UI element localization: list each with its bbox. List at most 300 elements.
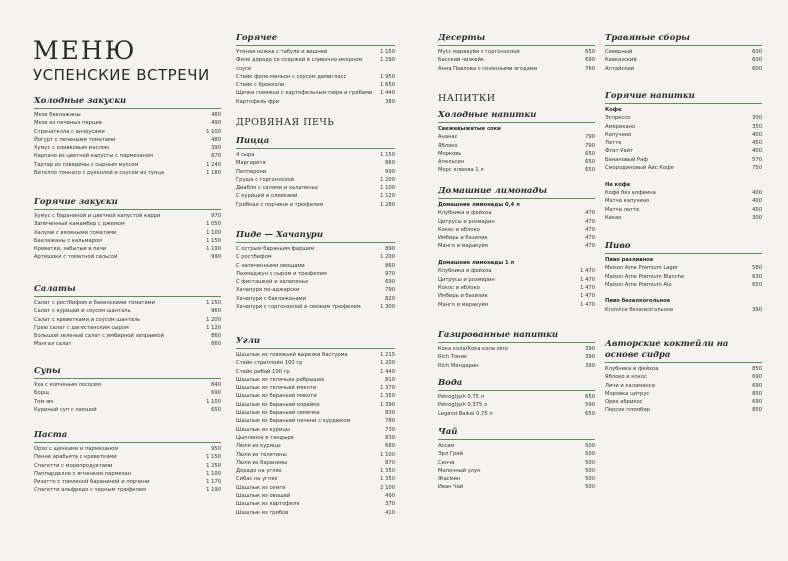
menu-item [605, 172, 762, 180]
menu-item-price: 690 [211, 390, 221, 397]
menu-item-price: 860 [211, 333, 221, 340]
menu-item [605, 65, 762, 73]
menu-item [236, 81, 395, 89]
menu-item-price: 860 [211, 341, 221, 348]
menu-item-name: Хачапури с баклажанами [236, 295, 306, 302]
menu-item-price: 1 200 [380, 254, 395, 261]
menu-item-price: 1 215 [380, 352, 395, 358]
menu-item [236, 192, 395, 200]
menu-item [438, 209, 595, 217]
menu-item-name: Американо [605, 123, 636, 130]
menu-item-price: 780 [385, 418, 395, 425]
menu-item [605, 365, 762, 373]
menu-section [438, 378, 595, 418]
menu-item-price: 1 150 [206, 454, 221, 461]
menu-item-name: Грею салат с дагестанским сыром [34, 324, 129, 331]
menu-item-price: 1 100 [206, 229, 221, 236]
menu-item-name: Йогурт с печеными томатами [34, 136, 116, 143]
menu-header [33, 38, 210, 84]
menu-item-price: 960 [211, 308, 221, 315]
menu-item-price: 850 [752, 366, 762, 372]
menu-item-name: Стейк рибай 100 гр [236, 368, 290, 375]
menu-item-price: 1 200 [206, 316, 221, 323]
menu-section [605, 91, 762, 222]
menu-item-name: Люля из телятины [236, 451, 287, 458]
subsection-title: Домашние лимонады 0,4 л [438, 202, 520, 208]
menu-item [438, 234, 595, 242]
menu-section [438, 330, 595, 370]
menu-item [236, 417, 395, 425]
menu-item-price: 1 250 [206, 462, 221, 469]
menu-item [236, 56, 395, 64]
menu-item [438, 150, 595, 158]
menu-item [236, 351, 395, 359]
menu-item-price: 690 [752, 382, 762, 389]
menu-item-name: Диабло с салями и халапеньо [236, 185, 318, 192]
menu-item-price: 650 [585, 410, 595, 417]
menu-item-name: Спагетти с морепродуктами [34, 462, 113, 469]
menu-item-price: 470 [585, 226, 595, 233]
menu-item-name: Какао [605, 214, 622, 221]
menu-item [236, 48, 395, 56]
menu-item-name: Матча латте [605, 206, 640, 213]
menu-item-name: Цыпленок в тандыре [236, 434, 294, 441]
menu-item-name: Персик пломбир [605, 407, 651, 414]
menu-item-name: Пенне арабьята с креветками [34, 454, 117, 461]
menu-item-price: 1 470 [580, 293, 595, 300]
section-title: Травяные сборы [605, 33, 762, 46]
menu-item-price: 690 [752, 374, 762, 381]
menu-item-price: 730 [385, 426, 395, 433]
menu-item-price: 850 [752, 407, 762, 414]
subsection-title: Пиво безалкогольное [605, 298, 671, 305]
menu-item-name: Maison Arne Premium Blanche [605, 273, 685, 280]
menu-item [605, 373, 762, 381]
menu-item-price: 650 [585, 167, 595, 174]
menu-item-price: 1 470 [580, 276, 595, 283]
menu-item-name: Кокос и яблоко [438, 284, 480, 291]
menu-item-name: Латте [605, 140, 622, 147]
menu-item-price: 470 [585, 243, 595, 250]
menu-item-name: Салат с курицей и соусом шанталь [34, 308, 131, 315]
menu-item [438, 158, 595, 166]
menu-item-name: Кокос и яблоко [438, 226, 480, 233]
menu-item-price: 1 200 [380, 176, 395, 183]
menu-section [236, 136, 395, 209]
menu-item-price: 650 [752, 281, 762, 288]
menu-item-name: Мангал салат [34, 341, 72, 348]
section-title: Десерты [438, 33, 595, 46]
menu-item-name: С острым бараньим фаршем [236, 246, 315, 252]
menu-item [236, 451, 395, 459]
menu-item-name: Эспрессо [605, 115, 631, 122]
menu-item-price: 590 [585, 402, 595, 409]
menu-item-price: 840 [211, 382, 221, 388]
menu-item [236, 73, 395, 81]
menu-item-name: Хачапури по-аджарски [236, 287, 300, 294]
menu-item [236, 392, 395, 400]
menu-item [438, 483, 595, 491]
menu-item-price: 870 [211, 153, 221, 160]
menu-item-price: 500 [585, 443, 595, 449]
menu-item [236, 376, 395, 384]
menu-item-price: 690 [752, 399, 762, 406]
menu-item-price: 990 [211, 254, 221, 261]
menu-item [605, 214, 762, 222]
menu-item [236, 475, 395, 483]
menu-item-price: 760 [585, 65, 595, 72]
menu-item-name: Сенча [438, 459, 455, 466]
menu-item [34, 381, 221, 389]
menu-item-name: Салат с ростбифом и бакинскими томатами [34, 300, 155, 306]
menu-item-price: 480 [211, 136, 221, 143]
menu-item [236, 201, 395, 209]
menu-item-price [758, 172, 762, 180]
menu-item-price: 500 [585, 459, 595, 466]
menu-item-price: 1 440 [380, 368, 395, 375]
menu-item [34, 161, 221, 169]
menu-item-name: Шашлык из грибов [236, 509, 289, 516]
section-title: Горячие закуски [34, 197, 221, 210]
section-title: Чай [438, 427, 595, 440]
menu-item-name [605, 172, 607, 180]
menu-item [34, 453, 221, 461]
menu-item-price: 600 [752, 65, 762, 72]
menu-item-name: Ананас [438, 134, 458, 141]
menu-item-name: Rich Мандарин [438, 362, 479, 369]
menu-item-name: Люля из баранины [236, 459, 288, 466]
menu-item-price: 1 350 [380, 393, 395, 400]
subsection-title: Не кофе [605, 181, 631, 188]
menu-item-name: Petroglyph 0,375 л [438, 402, 488, 409]
menu-item-price: 830 [385, 410, 395, 417]
menu-item [34, 478, 221, 486]
menu-item [236, 159, 395, 167]
menu-item-name: Том ям [34, 398, 53, 405]
menu-item-price: 850 [752, 390, 762, 397]
menu-item-price: 1 470 [580, 284, 595, 291]
menu-item [236, 278, 395, 286]
menu-item-name: Стейк стриплойн 100 гр [236, 360, 303, 367]
menu-item-price: 1 350 [380, 468, 395, 475]
menu-item-name: С запеченными овощами [236, 262, 305, 269]
menu-item-name: Шашлык из телячьей мякоти [236, 385, 317, 392]
menu-item [438, 56, 595, 64]
menu-item-price: 1 390 [380, 401, 395, 408]
menu-item-price: 1 300 [380, 304, 395, 311]
menu-item-price: 570 [752, 156, 762, 163]
menu-item-name: Имбирь и базилик [438, 235, 488, 242]
menu-item-name: Maison Arne Premium Ale [605, 281, 672, 288]
menu-item-price: 860 [385, 160, 395, 167]
menu-item [438, 410, 595, 418]
menu-item [236, 65, 395, 73]
menu-item-price: 400 [752, 189, 762, 196]
menu-item [34, 212, 221, 220]
menu-item-price: 1 150 [206, 237, 221, 244]
menu-item-name: Лахмаджун с сыром и трюфелем [236, 270, 327, 277]
menu-item-name: Филе дорадо со спаржей в сливочно-икорном [236, 57, 363, 64]
menu-item-name: Вителло тоннато с рукколой и соусом из тунца [34, 170, 165, 177]
menu-item-name: Клубника и фейхоа [438, 268, 492, 275]
menu-item-price: 390 [752, 306, 762, 313]
menu-item-price: 820 [385, 295, 395, 302]
menu-item-name: Яблоко и кокос [605, 374, 647, 381]
menu-item-name: Басский чизкейк [438, 57, 484, 64]
section-title: Холодные закуски [34, 96, 221, 109]
menu-section [605, 339, 762, 415]
menu-item [605, 189, 762, 197]
menu-item [438, 301, 595, 309]
menu-item-price: 970 [211, 213, 221, 219]
menu-item [438, 48, 595, 56]
menu-item [438, 450, 595, 458]
menu-item [34, 152, 221, 160]
menu-item-name: Алтайский [605, 65, 635, 72]
menu-item-price: 480 [211, 112, 221, 118]
menu-item [34, 136, 221, 144]
menu-item-name: Артишоки с томатной сальсой [34, 254, 118, 261]
section-title: Паста [34, 430, 221, 443]
menu-item-price: 390 [585, 362, 595, 369]
menu-item-name: Орзо с щечками и пармезаном [34, 446, 119, 452]
menu-item [236, 89, 395, 97]
menu-item [605, 289, 762, 297]
menu-item-name: Ассам [438, 443, 455, 449]
menu-item [236, 509, 395, 517]
menu-item [236, 98, 395, 106]
menu-item-price: 470 [585, 210, 595, 217]
menu-item [605, 273, 762, 281]
menu-item-price: 860 [385, 262, 395, 269]
menu-item [236, 426, 395, 434]
menu-item [605, 48, 762, 56]
section-title: Вода [438, 378, 595, 391]
menu-item-name: Мезе баклажаны [34, 112, 81, 118]
menu-item-price: 600 [752, 57, 762, 64]
menu-item [605, 390, 762, 398]
menu-item-name: Молочный улун [438, 467, 481, 474]
section-title: Угли [236, 336, 395, 349]
menu-item-name: Капучино [605, 131, 632, 138]
menu-item-price: 650 [585, 394, 595, 400]
section-title: Домашние лимонады [438, 186, 595, 199]
menu-item-price: 650 [585, 159, 595, 166]
menu-item-price: 1 050 [206, 221, 221, 228]
menu-item-name: Манго и маракуйя [438, 243, 488, 250]
menu-item-name: Большой зеленый салат с имбирной заправкой [34, 333, 164, 340]
menu-item-price: 750 [752, 165, 762, 172]
menu-item-name: соусе [236, 65, 252, 72]
menu-item [236, 500, 395, 508]
menu-item-name: Смородиновый Айс Кофе [605, 165, 674, 172]
menu-item-price: 1 650 [380, 82, 395, 89]
menu-item [605, 197, 762, 205]
menu-item-price: 400 [752, 148, 762, 155]
menu-item [438, 267, 595, 275]
menu-section [438, 110, 595, 175]
menu-item [438, 353, 595, 361]
subsection-title: Домашние лимонады 1 л [438, 260, 515, 267]
menu-item [438, 459, 595, 467]
menu-section [438, 427, 595, 492]
menu-item-price: 1 200 [380, 360, 395, 367]
menu-item [34, 389, 221, 397]
menu-item-price: 500 [585, 451, 595, 458]
menu-item-price: 1 370 [380, 385, 395, 392]
menu-item-name: Маргарита [236, 160, 266, 167]
menu-item [236, 184, 395, 192]
menu-item-price: 380 [385, 98, 395, 105]
menu-item-name: Северный [605, 49, 633, 55]
menu-item-name: Борщ [34, 390, 49, 397]
menu-subtitle: УСПЕНСКИЕ ВСТРЕЧИ [33, 66, 210, 84]
menu-item-price: 1 190 [206, 246, 221, 253]
menu-item-name: Картофель фри [236, 98, 280, 105]
menu-item-name: Сибас на углях [236, 476, 278, 483]
section-title: Газированные напитки [438, 330, 595, 343]
menu-item-name: Банановый Раф [605, 156, 648, 163]
menu-item-price: 500 [585, 484, 595, 491]
menu-item-name: Карпачо из цветной капусты с пармезаном [34, 153, 154, 160]
menu-item [605, 114, 762, 122]
menu-item-price: 810 [385, 376, 395, 383]
menu-item-name: Хумус с оливковым маслом [34, 145, 109, 152]
menu-item [438, 401, 595, 409]
menu-item-price: 1 120 [380, 193, 395, 200]
menu-section [34, 430, 221, 495]
section-title: Горячее [236, 33, 395, 46]
menu-item [438, 226, 595, 234]
menu-item [236, 253, 395, 261]
menu-section [236, 33, 395, 106]
section-title: Пицца [236, 136, 395, 149]
menu-item-price: 1 290 [380, 57, 395, 64]
menu-item [605, 406, 762, 414]
menu-item [605, 382, 762, 390]
menu-item-price: 650 [585, 150, 595, 157]
menu-item [236, 303, 395, 311]
menu-item-name [438, 251, 440, 259]
menu-item-price: 1 100 [206, 398, 221, 405]
menu-item [236, 467, 395, 475]
menu-section [438, 93, 595, 107]
section-title: Горячие напитки [605, 91, 762, 104]
menu-item [236, 295, 395, 303]
menu-item [438, 442, 595, 450]
menu-section [34, 197, 221, 262]
menu-item-price: 2 100 [380, 484, 395, 491]
menu-section [34, 366, 221, 414]
menu-item [34, 486, 221, 494]
menu-item [236, 434, 395, 442]
menu-section [605, 241, 762, 314]
menu-item [236, 442, 395, 450]
menu-section [236, 336, 395, 517]
menu-item-price: 1 240 [206, 161, 221, 168]
menu-item [236, 168, 395, 176]
menu-item [236, 384, 395, 392]
menu-item [438, 345, 595, 353]
menu-item-name: 4 сыра [236, 152, 255, 158]
menu-item [34, 220, 221, 228]
menu-item-name: Maison Arne Premium Lager [605, 265, 679, 272]
menu-item-price: 1 470 [580, 301, 595, 308]
menu-item-name: Клубника и фейхоа [438, 210, 492, 217]
menu-item [34, 470, 221, 478]
menu-item-price: 1 280 [380, 201, 395, 208]
menu-item-name: Уха с копченым лососем [34, 382, 102, 388]
menu-item [34, 253, 221, 261]
menu-item-name: Legend Baikal 0,75 л [438, 410, 493, 417]
menu-item [605, 56, 762, 64]
menu-item-price: 630 [752, 273, 762, 280]
menu-item-name: Анна Павлова с сезонными ягодами [438, 65, 538, 72]
menu-item-name: Баклажаны с кальмаром [34, 237, 103, 244]
menu-item-price: 490 [211, 120, 221, 127]
category-title: НАПИТКИ [438, 93, 496, 104]
menu-section [34, 284, 221, 349]
menu-item [438, 251, 595, 259]
menu-item [34, 111, 221, 119]
menu-item-price: 970 [385, 270, 395, 277]
menu-item-name: Шашлык из картофеля [236, 501, 300, 508]
menu-item-price: 790 [385, 287, 395, 294]
menu-item [34, 324, 221, 332]
menu-item-name: Запеченный камамбер с джемом [34, 221, 125, 228]
menu-item-price: 500 [585, 467, 595, 474]
menu-item-name: Страчателла с анчоусами [34, 128, 105, 135]
menu-section [438, 186, 595, 309]
menu-item-name: Цитрусы и розмарин [438, 276, 495, 283]
menu-item-name: С ростбифом [236, 254, 272, 261]
menu-item [236, 492, 395, 500]
menu-item-name: Шашлык из говяжьей вырезки бастурма [236, 352, 348, 358]
menu-item-price: 450 [752, 140, 762, 147]
menu-item-name: Груша с горгонзолой [236, 176, 294, 183]
section-title: Авторские коктейли на основе сидра [605, 339, 762, 363]
menu-item [438, 166, 595, 174]
menu-item-name: Кока кола/Кока кола zero [438, 346, 508, 352]
menu-item-price: 790 [585, 142, 595, 149]
menu-item-name: Клубника и фейхоа [605, 366, 659, 372]
section-title: Пиде — Хачапури [236, 230, 395, 243]
menu-item [236, 176, 395, 184]
menu-item-name: Спагетти альфредо с черным трюфелем [34, 487, 146, 494]
menu-item-price: 690 [385, 279, 395, 286]
menu-item [236, 484, 395, 492]
menu-item-price: 600 [752, 49, 762, 55]
menu-item-name: Шашлык из овощей [236, 493, 291, 500]
menu-item [34, 144, 221, 152]
menu-item-name: Эрл Грей [438, 451, 463, 458]
category-title: ДРОВЯНАЯ ПЕЧЬ [236, 117, 335, 128]
menu-item-name: Ризотто с томленой бараниной и порчини [34, 479, 150, 486]
menu-item-name: Хачапури с горгонзолой и свежим трюфелем [236, 304, 361, 311]
menu-item-price: 1 170 [206, 479, 221, 486]
menu-item [34, 245, 221, 253]
menu-item-price: 1 440 [380, 90, 395, 97]
menu-item-name: Тартар из говядины с сырным муссом [34, 161, 139, 168]
menu-item-name: Яблоко [438, 142, 458, 149]
menu-item [605, 123, 762, 131]
menu-item-name: Манго и маракуйя [438, 301, 488, 308]
menu-item-name: С курицей и оливками [236, 193, 298, 200]
menu-item-price: 1 100 [380, 185, 395, 192]
menu-item-name: Шашлык из курицы [236, 426, 290, 433]
menu-item-name: Цитрусы и розмарин [438, 218, 495, 225]
section-title: Салаты [34, 284, 221, 297]
